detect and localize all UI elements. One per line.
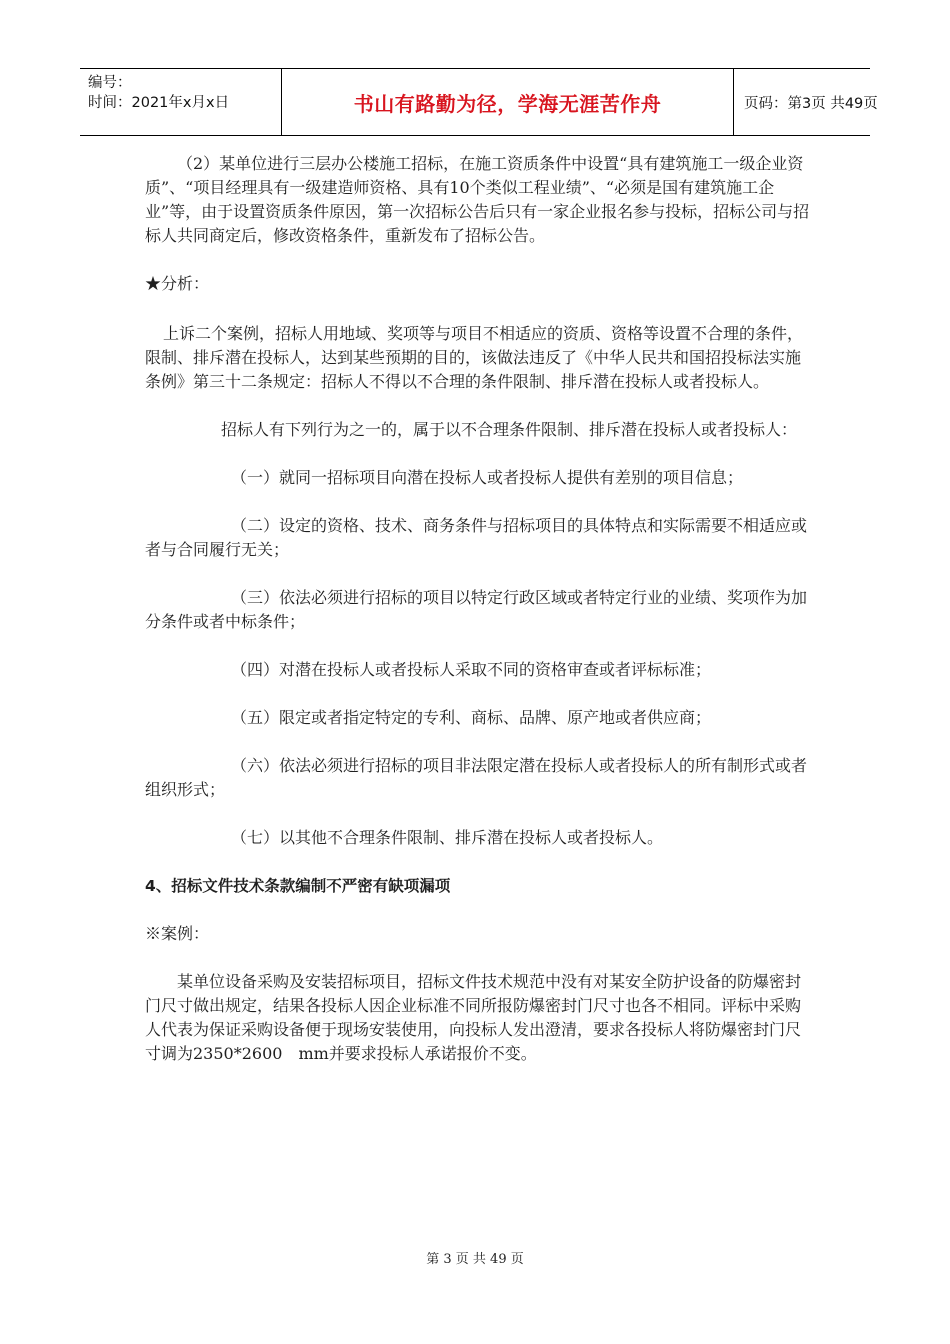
page-header [80, 68, 878, 136]
header-meta [80, 69, 282, 135]
document-body [145, 152, 810, 1090]
page-footer: 第 3 页 共 49 页 [426, 1252, 524, 1267]
list-item: （七）以其他不合理条件限制、排斥潜在投标人或者投标人。 [231, 828, 664, 847]
analysis-label: ★分析： [145, 274, 210, 293]
list-item: （一）就同一招标项目向潜在投标人或者投标人提供有差别的项目信息； [231, 468, 744, 487]
header-motto-cell [282, 69, 734, 135]
list-item: （五）限定或者指定特定的专利、商标、品牌、原产地或者供应商； [231, 708, 712, 727]
list-item: （六）依法必须进行招标的项目非法限定潜在投标人或者投标人的所有制形式或者组织形式； [145, 756, 808, 799]
intro-paragraph: 招标人有下列行为之一的，属于以不合理条件限制、排斥潜在投标人或者投标人： [221, 420, 798, 439]
case-paragraph: 某单位设备采购及安装招标项目，招标文件技术规范中没有对某安全防护设备的防爆密封门尺寸做出规定，结果各投标人因企业标准不同所报防爆密封门尺寸也各不相同。评标中采购人代表为保证采购设备便于现场安装使用，向投标人发出澄清，要求各投标人将防爆密封门尺寸调为2350*2600 mm并要求投标人承诺报价不变。 [145, 972, 802, 1063]
document-date: 时间：2021年x月x日 [88, 95, 230, 111]
header-page-code: 页码：第3页 共49页 [744, 95, 878, 112]
document-number-label: 编号： [88, 75, 132, 91]
list-item: （二）设定的资格、技术、商务条件与招标项目的具体特点和实际需要不相适应或者与合同履行无关； [145, 516, 808, 559]
list-item: （三）依法必须进行招标的项目以特定行政区域或者特定行业的业绩、奖项作为加分条件或者中标条件； [145, 588, 808, 631]
case-2-paragraph: （2）某单位进行三层办公楼施工招标，在施工资质条件中设置“具有建筑施工一级企业资质”、“项目经理具有一级建造师资格、具有10个类似工程业绩”、“必须是国有建筑施工企业”等，由于设置资质条件原因，第一次招标公告后只有一家企业报名参与投标，招标公司与招标人共同商定后，修改资格条件，重新发布了招标公告。 [145, 154, 810, 245]
section-4-heading: 4、招标文件技术条款编制不严密有缺项漏项 [145, 877, 451, 895]
case-label: ※案例： [145, 924, 210, 943]
analysis-paragraph: 上诉二个案例，招标人用地域、奖项等与项目不相适应的资质、资格等设置不合理的条件，限制、排斥潜在投标人，达到某些预期的目的，该做法违反了《中华人民共和国招投标法实施条例》第三十二条规定：招标人不得以不合理的条件限制、排斥潜在投标人或者投标人。 [145, 324, 804, 391]
header-motto: 书山有路勤为径，学海无涯苦作舟 [353, 91, 662, 116]
list-item: （四）对潜在投标人或者投标人采取不同的资格审查或者评标标准； [231, 660, 712, 679]
